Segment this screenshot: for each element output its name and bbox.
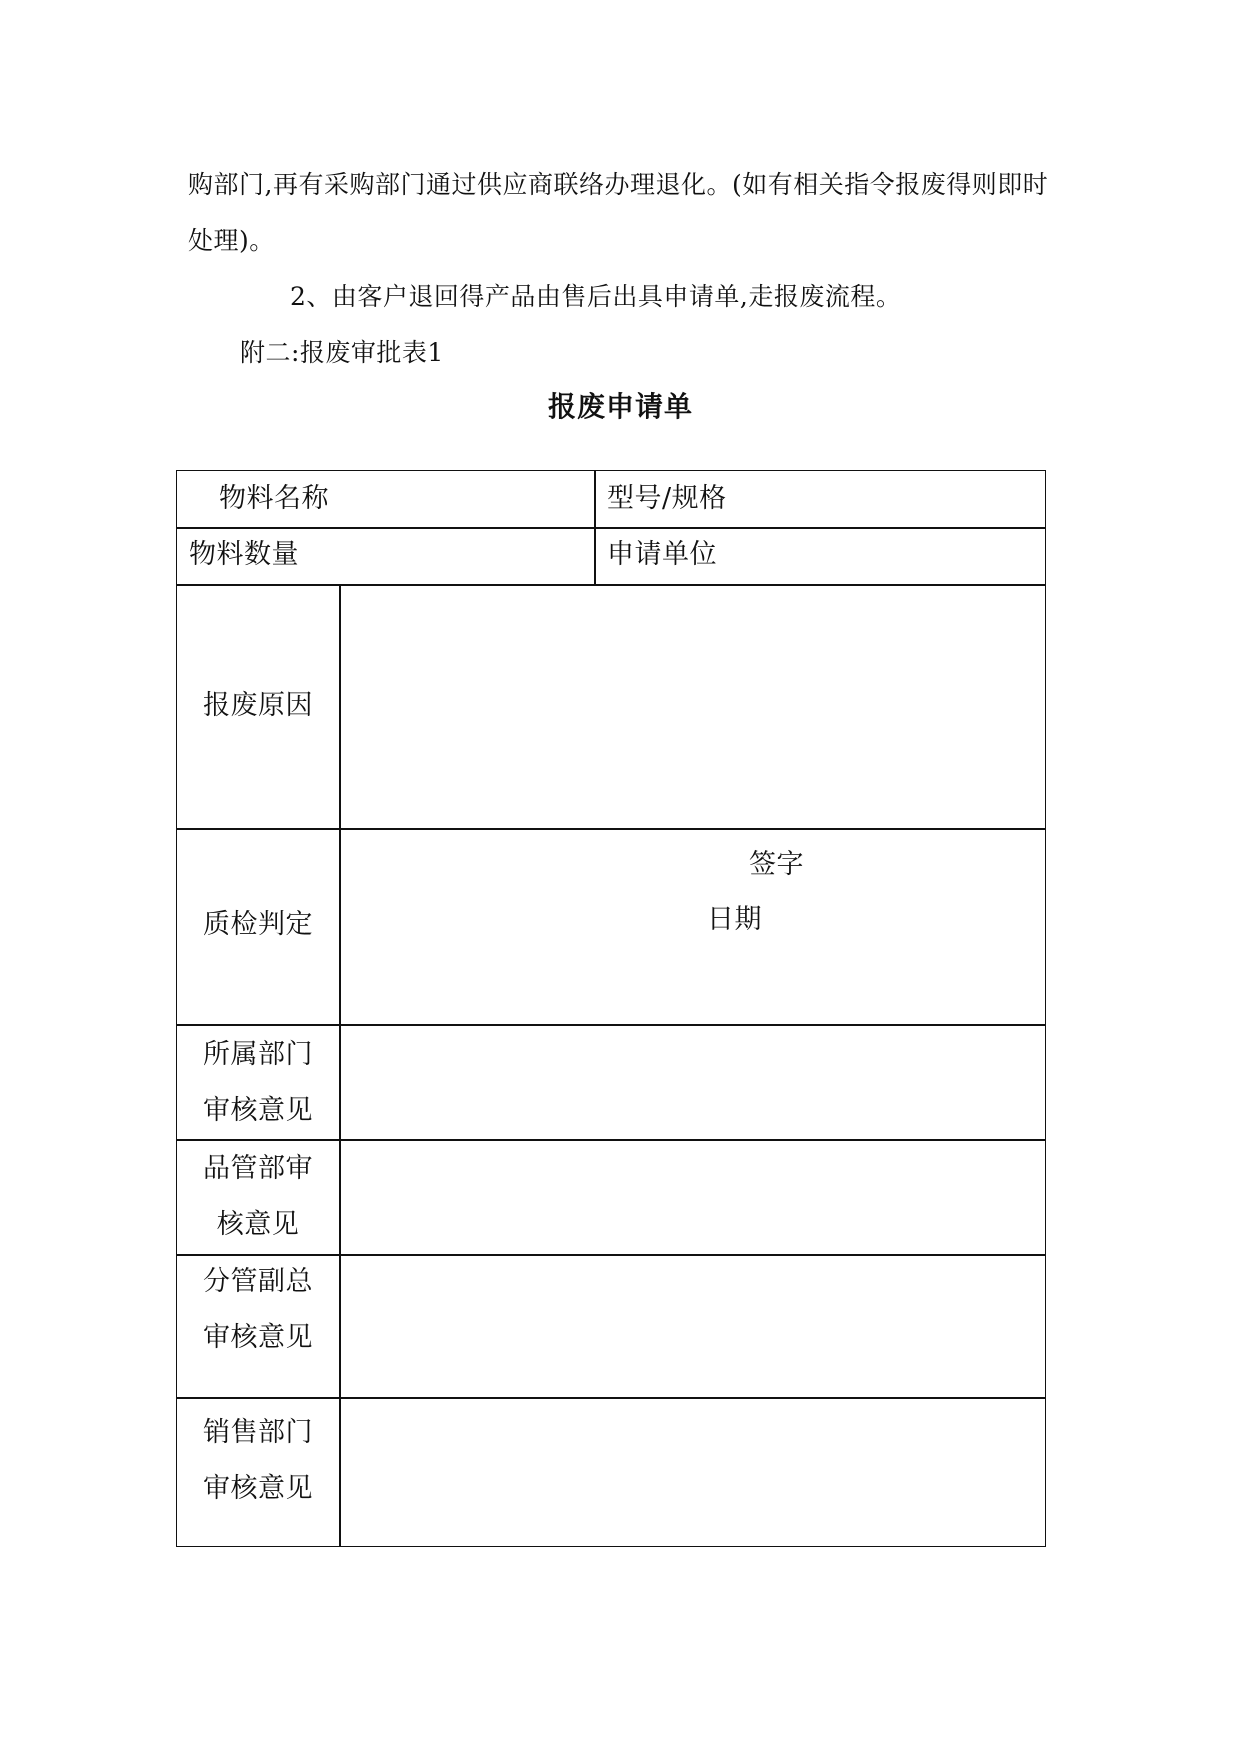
qa-review-label-line1: 品管部审 xyxy=(203,1153,313,1184)
material-quantity-label: 物料数量 xyxy=(189,539,299,570)
column-divider xyxy=(594,471,596,584)
vp-review-label-line1: 分管副总 xyxy=(203,1266,313,1297)
scrap-reason-field[interactable] xyxy=(341,586,1045,827)
signature-label: 签字 xyxy=(749,849,804,880)
attachment-caption: 附二:报废审批表1 xyxy=(240,338,444,367)
scrap-reason-label: 报废原因 xyxy=(203,690,313,721)
sales-review-field[interactable] xyxy=(341,1399,1045,1545)
dept-review-label-line1: 所属部门 xyxy=(203,1039,313,1070)
vp-review-field[interactable] xyxy=(341,1256,1045,1396)
dept-review-label-line2: 审核意见 xyxy=(203,1095,313,1126)
form-title: 报废申请单 xyxy=(547,390,693,423)
scrap-application-form xyxy=(176,470,1046,1547)
date-label: 日期 xyxy=(707,904,762,935)
qa-review-label-line2: 核意见 xyxy=(216,1209,300,1240)
body-text-line: 处理)。 xyxy=(188,226,275,255)
sales-review-label-line1: 销售部门 xyxy=(203,1417,313,1448)
model-spec-label: 型号/规格 xyxy=(607,483,727,514)
body-text-line: 2、由客户退回得产品由售后出具申请单,走报废流程。 xyxy=(290,282,902,311)
qa-review-field[interactable] xyxy=(341,1141,1045,1253)
dept-review-field[interactable] xyxy=(341,1026,1045,1138)
body-text-line: 购部门,再有采购部门通过供应商联络办理退化。(如有相关指令报废得则即时 xyxy=(188,170,1049,199)
qc-judgement-label: 质检判定 xyxy=(203,909,313,940)
applicant-unit-label: 申请单位 xyxy=(607,539,717,570)
row-divider xyxy=(177,527,1045,529)
row-divider xyxy=(177,828,1045,830)
material-name-label: 物料名称 xyxy=(219,483,329,514)
vp-review-label-line2: 审核意见 xyxy=(203,1322,313,1353)
sales-review-label-line2: 审核意见 xyxy=(203,1473,313,1504)
